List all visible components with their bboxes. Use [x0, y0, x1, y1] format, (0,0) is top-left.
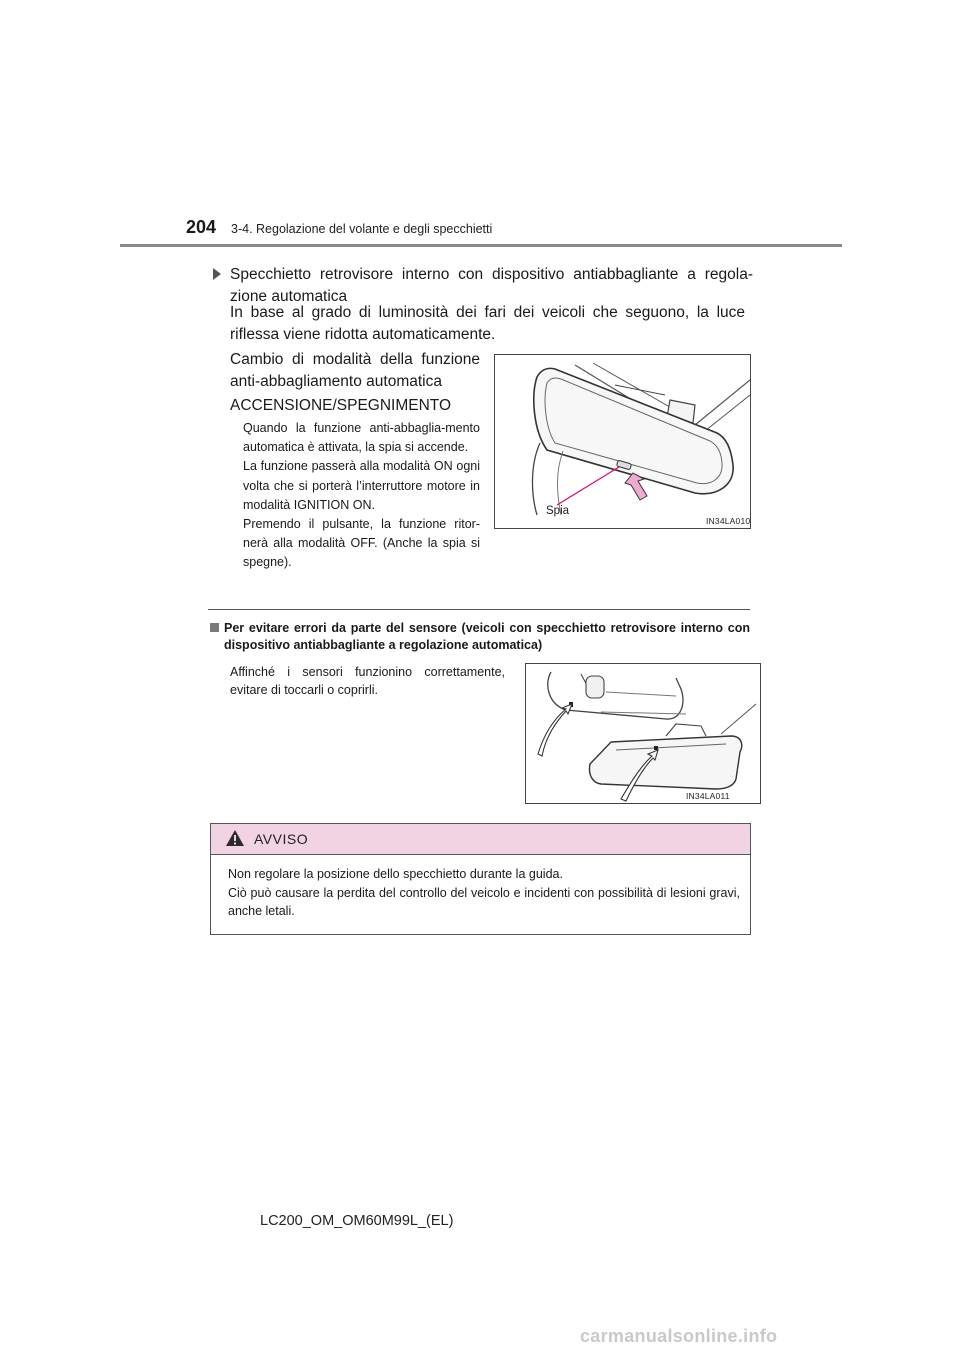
warning-body [228, 865, 740, 921]
mode-description [243, 419, 480, 573]
watermark: carmanualsonline.info [580, 1326, 778, 1346]
warning-triangle-icon [225, 829, 245, 847]
note-body: Affinché i sensori funzionino correttamente, evitare di toccarli o coprirli. [230, 665, 505, 697]
figure-mirror-indicator [494, 354, 751, 529]
feature-heading-text: Specchietto retrovisore interno con dispositivo antiabbagliante a regola-zione automatica [230, 266, 753, 305]
mirror-sensors-illustration [526, 664, 760, 803]
page-number: 204 [186, 217, 217, 237]
feature-intro: In base al grado di luminosità dei fari dei veicoli che seguono, la luce riflessa viene ridotta automaticamente. [230, 304, 745, 343]
mode-desc-line: Premendo il pulsante, la funzione ritor-nerà alla modalità OFF. (Anche la spia si spegne). [243, 517, 480, 570]
section-title: 3-4. Regolazione del volante e degli specchietti [231, 222, 493, 236]
mode-title: Cambio di modalità della funzione anti-abbagliamento automatica [230, 351, 480, 390]
figure-code: IN34LA010 [706, 516, 751, 526]
onoff-label: ACCENSIONE/SPEGNIMENTO [230, 397, 452, 414]
indicator-label: Spia [546, 505, 570, 517]
document-code: LC200_OM_OM60M99L_(EL) [260, 1213, 454, 1229]
note-heading [210, 620, 750, 653]
warning-line: Non regolare la posizione dello specchietto durante la guida. [228, 867, 563, 881]
figure-code: IN34LA011 [686, 791, 730, 801]
mode-desc-line: La funzione passerà alla modalità ON ogni volta che si porterà l’interruttore motore in modalità IGNITION ON. [243, 459, 480, 512]
mode-desc-line: Quando la funzione anti-abbaglia-mento automatica è attivata, la spia si accende. [243, 421, 480, 455]
warning-title: AVVISO [254, 831, 309, 847]
triangle-bullet-icon [213, 268, 221, 280]
warning-line: Ciò può causare la perdita del controllo del veicolo e incidenti con possibilità di lesioni gravi, anche letali. [228, 885, 740, 918]
header-rule [120, 244, 842, 247]
warning-box [210, 823, 751, 935]
figure-mirror-sensors [525, 663, 761, 804]
square-bullet-icon [210, 623, 219, 632]
section-rule [208, 609, 750, 610]
note-heading-text: Per evitare errori da parte del sensore (veicoli con specchietto retrovisore interno con dispositivo antiabbagliante a regolazione automatica) [224, 621, 750, 652]
rearview-mirror-illustration [495, 355, 750, 528]
warning-header [211, 824, 750, 855]
